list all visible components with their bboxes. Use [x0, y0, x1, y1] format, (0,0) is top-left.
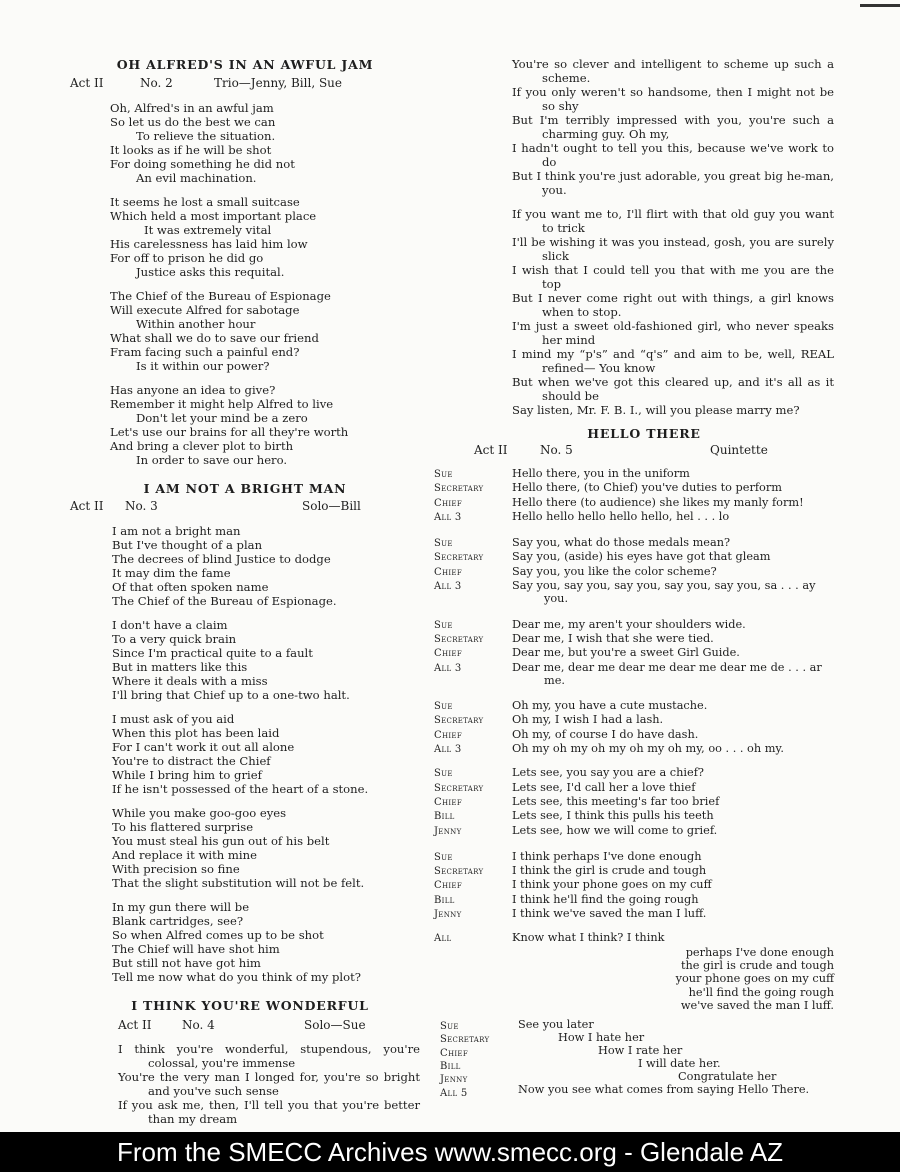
role-label: All 3: [434, 662, 462, 674]
dialogue-line: [434, 893, 834, 907]
lyric-line: For I can't work it out all alone: [112, 740, 295, 754]
lyric-text: I think we've saved the man I luff.: [512, 907, 707, 921]
act-label: Act II: [70, 76, 104, 90]
act-label: Act II: [118, 1018, 152, 1032]
role-label: Bill: [434, 894, 455, 906]
dialogue-line: [434, 728, 834, 742]
role-label: All 3: [434, 511, 462, 523]
lyric-text: Oh my oh my oh my oh my oh my, oo . . . oh my.: [512, 742, 784, 756]
lyric-line: You're to distract the Chief: [112, 754, 271, 768]
lyric-line: Where it deals with a miss: [112, 674, 268, 688]
stanza: [80, 101, 420, 185]
all-block: [434, 931, 834, 1012]
lyric-text: Say you, you like the color scheme?: [512, 564, 717, 578]
dialogue-line: [434, 536, 834, 550]
role-label: All 5: [440, 1087, 468, 1099]
lyric-text: Dear me, dear me dear me dear me dear me de . . . ar me.: [512, 660, 822, 687]
voices-label: Solo—Sue: [304, 1018, 366, 1032]
lyric-line: Is it within our power?: [136, 359, 270, 373]
lyric-line: I mind my “p's” and “q's” and aim to be, well, REAL refined— You know: [512, 347, 834, 375]
lyric-line: His carelessness has laid him low: [110, 237, 308, 251]
lyric-line: To his flattered surprise: [112, 820, 254, 834]
lyric-line: It seems he lost a small suitcase: [110, 195, 300, 209]
stanza: [80, 1042, 420, 1126]
lyric-line: Within another hour: [136, 317, 256, 331]
role-label: Secretary: [434, 633, 484, 645]
role-label: Secretary: [434, 782, 484, 794]
page-edge-mark: [860, 4, 900, 7]
lyric-line: Has anyone an idea to give?: [110, 383, 276, 397]
stanza: [80, 900, 420, 984]
lyric-text: Oh my, of course I do have dash.: [512, 727, 699, 741]
role-label: Chief: [434, 880, 462, 892]
stanza: [434, 57, 834, 197]
lyric-text: Lets see, you say you are a chief?: [512, 766, 704, 780]
lyric-text: Lets see, how we will come to grief.: [512, 823, 718, 837]
lyric-text: Know what I think? I think: [512, 931, 665, 945]
lyric-line: When this plot has been laid: [112, 726, 280, 740]
lyric-line: In my gun there will be: [112, 900, 250, 914]
dialogue-line: [434, 699, 834, 713]
lyric-line: You're so clever and intelligent to scheme up such a scheme.: [512, 57, 834, 85]
song-title: I THINK YOU'RE WONDERFUL: [131, 998, 369, 1013]
lyric-line: I'm just a sweet old-fashioned girl, who never speaks her mind: [512, 319, 834, 347]
lyric-line: In order to save our hero.: [136, 453, 288, 467]
song-title: OH ALFRED'S IN AN AWFUL JAM: [116, 57, 374, 72]
role-label: All: [434, 933, 452, 945]
lyric-text: I think perhaps I've done enough: [512, 849, 702, 863]
lyric-text: I will date her.: [638, 1057, 721, 1071]
dialogue-line: [434, 510, 834, 524]
lyric-text: perhaps I've done enough: [685, 945, 834, 959]
role-label: Secretary: [440, 1034, 490, 1046]
dialogue-block: [434, 467, 834, 524]
lyric-text: I think your phone goes on my cuff: [512, 878, 712, 892]
role-label: Secretary: [434, 552, 484, 564]
song-subtitle: [474, 443, 834, 459]
lyric-line: I'll bring that Chief up to a one-two halt.: [112, 688, 350, 702]
dialogue-line: [434, 579, 834, 606]
stanza: [80, 618, 420, 702]
lyric-line: The Chief of the Bureau of Espionage.: [112, 594, 337, 608]
lyric-text: I think he'll find the going rough: [512, 892, 699, 906]
lyric-line: Which held a most important place: [110, 209, 317, 223]
lyric-text: Dear me, my aren't your shoulders wide.: [512, 617, 746, 631]
dialogue-line: [434, 824, 834, 838]
lyric-line: I don't have a claim: [112, 618, 228, 632]
song-title: HELLO THERE: [587, 426, 701, 441]
lyric-text: Hello there (to audience) she likes my manly form!: [512, 495, 804, 509]
lyric-line: The Chief will have shot him: [112, 942, 280, 956]
dialogue-line: [434, 467, 834, 481]
lyric-line: For off to prison he did go: [110, 251, 264, 265]
lyric-text: Dear me, I wish that she were tied.: [512, 631, 714, 645]
lyric-text: Hello there, (to Chief) you've duties to perform: [512, 481, 782, 495]
lyric-line: Fram facing such a painful end?: [110, 345, 300, 359]
lyric-line: If you only weren't so handsome, then I might not be so shy: [512, 85, 834, 113]
lyric-line: You're the very man I longed for, you're so bright and you've such sense: [118, 1070, 420, 1098]
lyric-line: But in matters like this: [112, 660, 248, 674]
dialogue-line: [434, 931, 834, 945]
lyric-text: Lets see, I'd call her a love thief: [512, 780, 696, 794]
stanza: [434, 207, 834, 417]
lyric-line: Of that often spoken name: [112, 580, 269, 594]
lyric-text: Say you, what do those medals mean?: [512, 536, 731, 550]
dialogue-line: [434, 713, 834, 727]
voices-label: Quintette: [710, 443, 768, 457]
lyric-line: But I never come right out with things, a girl knows when to stop.: [512, 291, 834, 319]
lyric-line: It looks as if he will be shot: [110, 143, 272, 157]
lyric-line: While you make goo-goo eyes: [112, 806, 287, 820]
lyric-text: your phone goes on my cuff: [675, 972, 834, 986]
dialogue-block: [434, 766, 834, 837]
song-title: I AM NOT A BRIGHT MAN: [143, 481, 347, 496]
lyric-line: I wish that I could tell you that with me you are the top: [512, 263, 834, 291]
lyric-text: Lets see, I think this pulls his teeth: [512, 809, 714, 823]
song-subtitle: [118, 1018, 420, 1034]
role-label: Sue: [440, 1021, 459, 1033]
role-label: Secretary: [434, 866, 484, 878]
stanza: [80, 195, 420, 279]
voices-label: Solo—Bill: [302, 499, 361, 513]
dialogue-line: [434, 742, 834, 756]
lyric-line: The decrees of blind Justice to dodge: [112, 552, 331, 566]
lyric-line: But still not have got him: [112, 956, 261, 970]
lyric-text: Hello there, you in the uniform: [512, 467, 690, 480]
dialogue-line: [434, 646, 834, 660]
role-label: Sue: [434, 469, 453, 480]
lyric-text: Oh my, I wish I had a lash.: [512, 713, 664, 727]
lyric-line: Remember it might help Alfred to live: [110, 397, 334, 411]
role-label: Secretary: [434, 715, 484, 727]
lyric-text: Congratulate her: [678, 1070, 777, 1084]
lyric-text: How I rate her: [598, 1044, 683, 1058]
lyric-text: I think the girl is crude and tough: [512, 864, 707, 878]
lyric-line: So let us do the best we can: [110, 115, 276, 129]
lyric-line: So when Alfred comes up to be shot: [112, 928, 324, 942]
number-label: No. 3: [125, 499, 158, 513]
dialogue-line: [434, 878, 834, 892]
dialogue-line: [434, 850, 834, 864]
lyric-text: the girl is crude and tough: [680, 958, 834, 972]
stanza: [80, 806, 420, 890]
role-label: Chief: [434, 648, 462, 660]
lyric-line: Say listen, Mr. F. B. I., will you please marry me?: [512, 403, 800, 417]
dialogue-line: [434, 618, 834, 632]
lyric-line: That the slight substitution will not be felt.: [112, 876, 365, 890]
lyric-line: I think you're wonderful, stupendous, you're colossal, you're immense: [118, 1042, 420, 1070]
lyric-text: Oh my, you have a cute mustache.: [512, 699, 708, 713]
stanza: [80, 289, 420, 373]
lyric-text: he'll find the going rough: [688, 985, 834, 999]
lyric-line: But I've thought of a plan: [112, 538, 263, 552]
lyric-line: I'll be wishing it was you instead, gosh, you are surely slick: [512, 235, 834, 263]
lyric-line: Blank cartridges, see?: [112, 914, 244, 928]
lyric-line: Justice asks this requital.: [136, 265, 285, 279]
lyric-text: Hello hello hello hello hello, hel . . . lo: [512, 509, 730, 523]
role-label: Chief: [434, 729, 462, 741]
lyric-line: Will execute Alfred for sabotage: [110, 303, 300, 317]
role-label: Bill: [440, 1060, 461, 1072]
role-list: [440, 1020, 489, 1100]
lyric-line: I am not a bright man: [112, 524, 241, 538]
lyric-text: Say you, say you, say you, say you, say you, sa . . . ay you.: [512, 579, 816, 606]
lyric-line: Since I'm practical quite to a fault: [112, 646, 313, 660]
lyric-line: Oh, Alfred's in an awful jam: [110, 101, 274, 115]
lyric-text: How I hate her: [558, 1031, 645, 1045]
lyric-line: If you ask me, then, I'll tell you that you're better than my dream: [118, 1098, 420, 1126]
role-label: Jenny: [434, 909, 462, 921]
role-label: Chief: [434, 566, 462, 578]
dialogue-line: [434, 496, 834, 510]
dialogue-line: [434, 907, 834, 921]
stanza: [80, 524, 420, 608]
dialogue-line: [434, 550, 834, 564]
dialogue-line: [434, 565, 834, 579]
dialogue-block: [434, 850, 834, 921]
dialogue-line: [434, 809, 834, 823]
role-label: Jenny: [434, 825, 462, 837]
lyric-line: If you want me to, I'll flirt with that old guy you want to trick: [512, 207, 834, 235]
lyric-line: I must ask of you aid: [112, 712, 235, 726]
role-label: All 3: [434, 581, 462, 593]
finale-block: [434, 1018, 834, 1104]
number-label: No. 2: [140, 76, 173, 90]
lyric-line: And bring a clever plot to birth: [110, 439, 294, 453]
lyric-line: But I think you're just adorable, you great big he-man, you.: [512, 169, 834, 197]
dialogue-line: [434, 481, 834, 495]
role-label: Secretary: [434, 483, 484, 495]
dialogue-block: [434, 618, 834, 687]
lyric-line: For doing something he did not: [110, 157, 295, 171]
role-label: Chief: [434, 497, 462, 509]
role-label: All 3: [434, 744, 462, 756]
role-label: Sue: [434, 619, 453, 631]
lyric-text: Dear me, but you're a sweet Girl Guide.: [512, 646, 740, 660]
lyric-line: If he isn't possessed of the heart of a stone.: [112, 782, 369, 796]
role-label: Chief: [434, 796, 462, 808]
lyric-line: Tell me now what do you think of my plot?: [112, 970, 361, 984]
role-label: Bill: [434, 811, 455, 823]
lyric-line: With precision so fine: [112, 862, 240, 876]
role-label: Jenny: [440, 1074, 468, 1086]
role-label: Chief: [440, 1047, 468, 1059]
lyric-line: Let's use our brains for all they're worth: [110, 425, 349, 439]
dialogue-line: [434, 632, 834, 646]
act-label: Act II: [474, 443, 508, 457]
number-label: No. 5: [540, 443, 573, 457]
lyric-text: Now you see what comes from saying Hello There.: [518, 1083, 810, 1097]
role-label: Sue: [434, 851, 453, 863]
lyric-line: I hadn't ought to tell you this, because we've work to do: [512, 141, 834, 169]
lyric-line: What shall we do to save our friend: [110, 331, 319, 345]
voices-label: Trio—Jenny, Bill, Sue: [214, 76, 342, 90]
lyric-text: Lets see, this meeting's far too brief: [512, 794, 720, 808]
role-label: Sue: [434, 538, 453, 550]
stanza: [80, 712, 420, 796]
lyric-text: Say you, (aside) his eyes have got that gleam: [512, 550, 771, 564]
lyric-line: It was extremely vital: [144, 223, 272, 237]
lyric-line: To relieve the situation.: [136, 129, 276, 143]
stanza: [80, 383, 420, 467]
lyric-line: The Chief of the Bureau of Espionage: [110, 289, 331, 303]
role-label: Sue: [434, 768, 453, 780]
song-subtitle: [70, 499, 420, 515]
role-label: Sue: [434, 701, 453, 713]
lyric-text: we've saved the man I luff.: [680, 998, 834, 1012]
lyric-line: To a very quick brain: [112, 632, 237, 646]
number-label: No. 4: [182, 1018, 215, 1032]
lyric-line: It may dim the fame: [112, 566, 231, 580]
lyric-line: But I'm terribly impressed with you, you're such a charming guy. Oh my,: [512, 113, 834, 141]
lyric-line: While I bring him to grief: [112, 768, 262, 782]
dialogue-block: [434, 699, 834, 756]
song-subtitle: [70, 76, 420, 92]
dialogue-line: [434, 766, 834, 780]
right-column: [434, 57, 834, 1104]
lyric-line: You must steal his gun out of his belt: [112, 834, 330, 848]
archive-footer: From the SMECC Archives www.smecc.org - Glendale AZ: [0, 1132, 900, 1172]
dialogue-line: [434, 795, 834, 809]
left-column: [70, 57, 420, 1126]
dialogue-line: [434, 781, 834, 795]
dialogue-block: [434, 536, 834, 605]
lyric-text: See you later: [518, 1018, 594, 1032]
lyric-line: Don't let your mind be a zero: [136, 411, 308, 425]
dialogue-line: [434, 661, 834, 688]
dialogue-line: [434, 864, 834, 878]
lyric-line: But when we've got this cleared up, and it's all as it should be: [512, 375, 834, 403]
lyric-line: An evil machination.: [136, 171, 257, 185]
lyric-line: And replace it with mine: [112, 848, 257, 862]
act-label: Act II: [70, 499, 104, 513]
